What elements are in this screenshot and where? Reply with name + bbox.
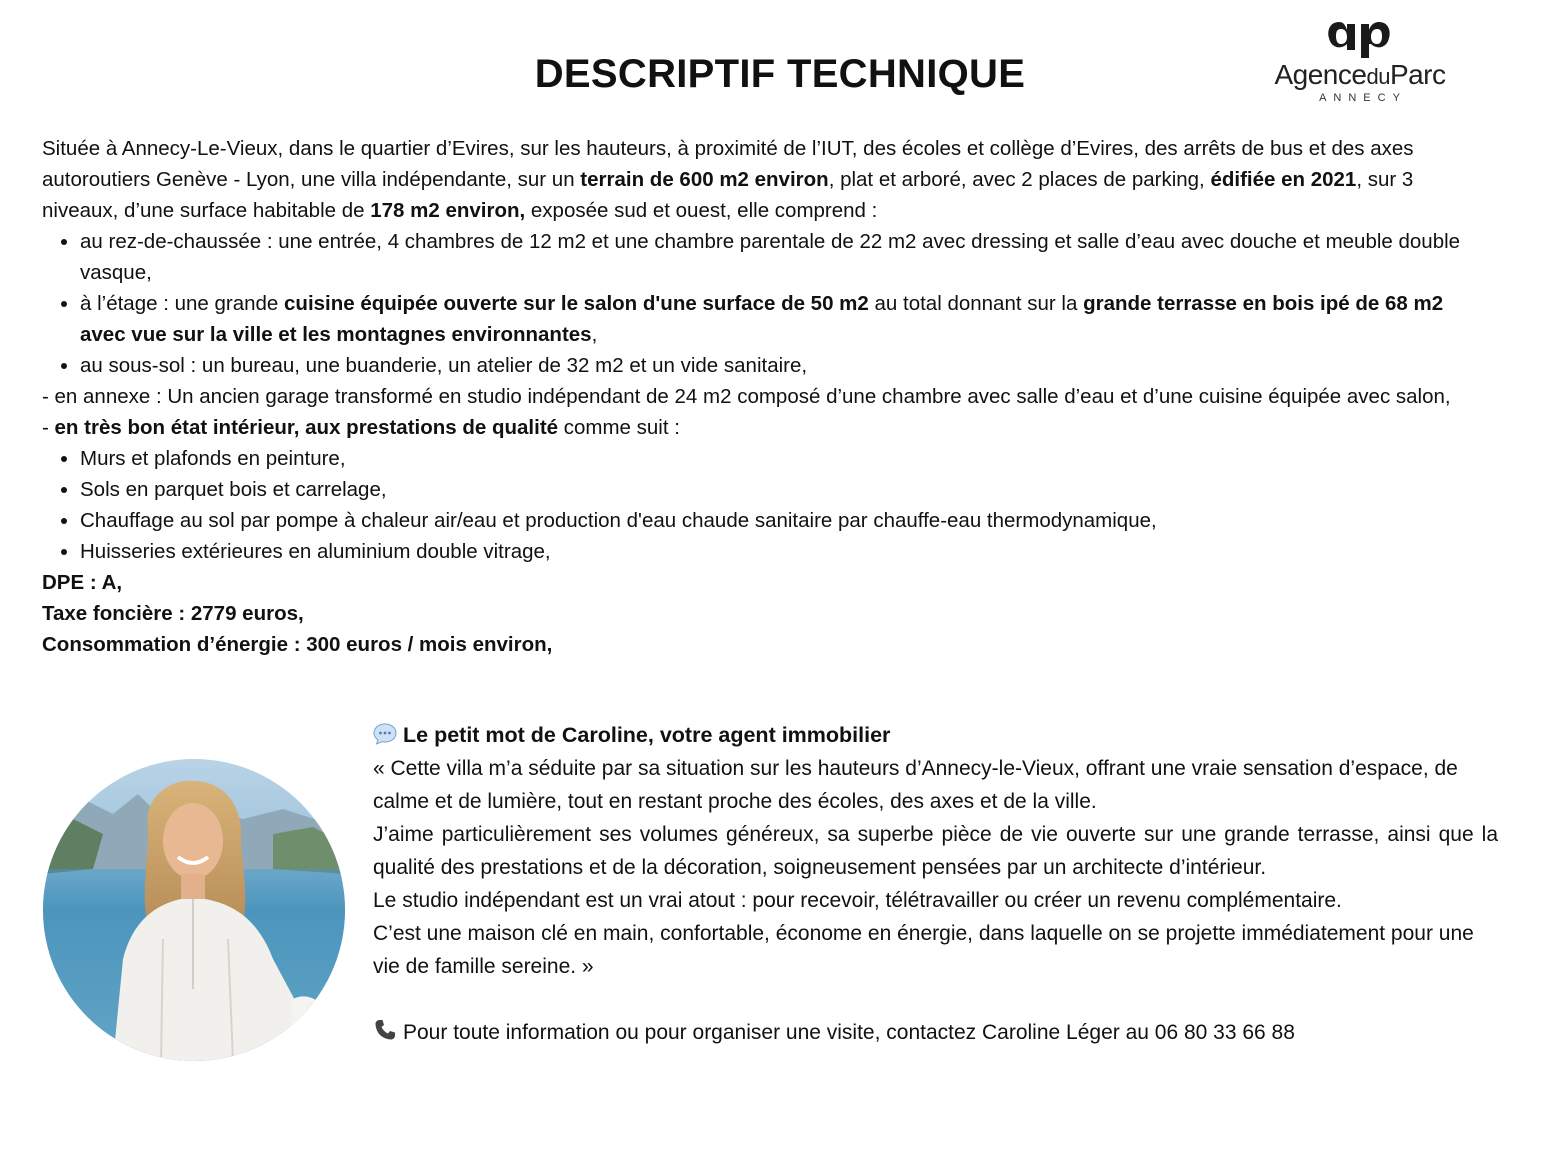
intro-paragraph: Située à Annecy-Le-Vieux, dans le quartier d’Evires, sur les hauteurs, à proximité de l’IUT, des écoles et collège d’Evires, des arrêts de bus et des axes autoroutiers Genève - Lyon, une villa indépendante, sur un terrain de 600 m2 environ, plat et arboré, avec 2 places de parking, édifiée en 2021, sur 3 niveaux, d’une surface habitable de 178 m2 environ, exposée sud et ouest, elle comprend : bbox=[42, 137, 1414, 222]
agent-note bbox=[373, 719, 1498, 1049]
level-sous-sol: • au sous-sol : un bureau, une buanderie, un atelier de 32 m2 et un vide sanitaire, bbox=[80, 350, 1492, 381]
prestation-item: • Sols en parquet bois et carrelage, bbox=[80, 474, 1492, 505]
agent-note-p1: « Cette villa m’a séduite par sa situation sur les hauteurs d’Annecy-le-Vieux, offrant une vraie sensation d’espace, de calme et de lumière, tout en restant proche des écoles, des axes et de la ville. bbox=[373, 757, 1458, 813]
agent-note-p3: Le studio indépendant est un vrai atout : pour recevoir, télétravailler ou créer un revenu complémentaire. bbox=[373, 889, 1342, 912]
levels-list bbox=[42, 226, 1492, 381]
agent-note-p2: J’aime particulièrement ses volumes généreux, sa superbe pièce de vie ouverte sur une grande terrasse, ainsi que la qualité des prestations et de la décoration, soigneusement pensées par un architecte d’intérieur. bbox=[373, 823, 1498, 879]
energy-line: Consommation d’énergie : 300 euros / mois environ, bbox=[42, 633, 553, 656]
agency-logo bbox=[1250, 14, 1470, 114]
prestations-list bbox=[42, 443, 1492, 567]
condition-line: - en très bon état intérieur, aux prestations de qualité comme suit : bbox=[42, 416, 680, 439]
prestation-item: • Huisseries extérieures en aluminium double vitrage, bbox=[80, 536, 1492, 567]
agency-name: AgenceduParc bbox=[1274, 59, 1446, 90]
page-title: DESCRIPTIF TECHNIQUE bbox=[534, 52, 1026, 96]
agency-city: ANNECY bbox=[1319, 92, 1407, 104]
tax-line: Taxe foncière : 2779 euros, bbox=[42, 602, 304, 625]
agency-monogram-icon bbox=[1325, 18, 1395, 58]
prestation-item: • Murs et plafonds en peinture, bbox=[80, 443, 1492, 474]
technical-description bbox=[42, 133, 1492, 660]
agent-note-p4: C’est une maison clé en main, confortable, économe en énergie, dans laquelle on se projette immédiatement pour une vie de famille sereine. » bbox=[373, 922, 1474, 978]
contact-line: Pour toute information ou pour organiser une visite, contactez Caroline Léger au 06 80 33 66 88 bbox=[373, 1016, 1498, 1049]
annexe-line: - en annexe : Un ancien garage transformé en studio indépendant de 24 m2 composé d’une chambre avec salle d’eau et d’une cuisine équipée avec salon, bbox=[42, 385, 1451, 408]
phone-icon bbox=[373, 1018, 397, 1042]
agent-note-heading: Le petit mot de Caroline, votre agent immobilier bbox=[373, 719, 1498, 752]
level-etage: • à l’étage : une grande cuisine équipée ouverte sur le salon d'une surface de 50 m2 au total donnant sur la grande terrasse en bois ipé de 68 m2 avec vue sur la ville et les montagnes environnantes, bbox=[80, 288, 1492, 350]
agent-photo bbox=[43, 759, 345, 1061]
level-rdc: • au rez-de-chaussée : une entrée, 4 chambres de 12 m2 et une chambre parentale de 22 m2 avec dressing et salle d’eau avec douche et meuble double vasque, bbox=[80, 226, 1492, 288]
dpe-line: DPE : A, bbox=[42, 571, 123, 594]
prestation-item: • Chauffage au sol par pompe à chaleur air/eau et production d'eau chaude sanitaire par chauffe-eau thermodynamique, bbox=[80, 505, 1492, 536]
speech-bubble-icon bbox=[373, 723, 397, 745]
